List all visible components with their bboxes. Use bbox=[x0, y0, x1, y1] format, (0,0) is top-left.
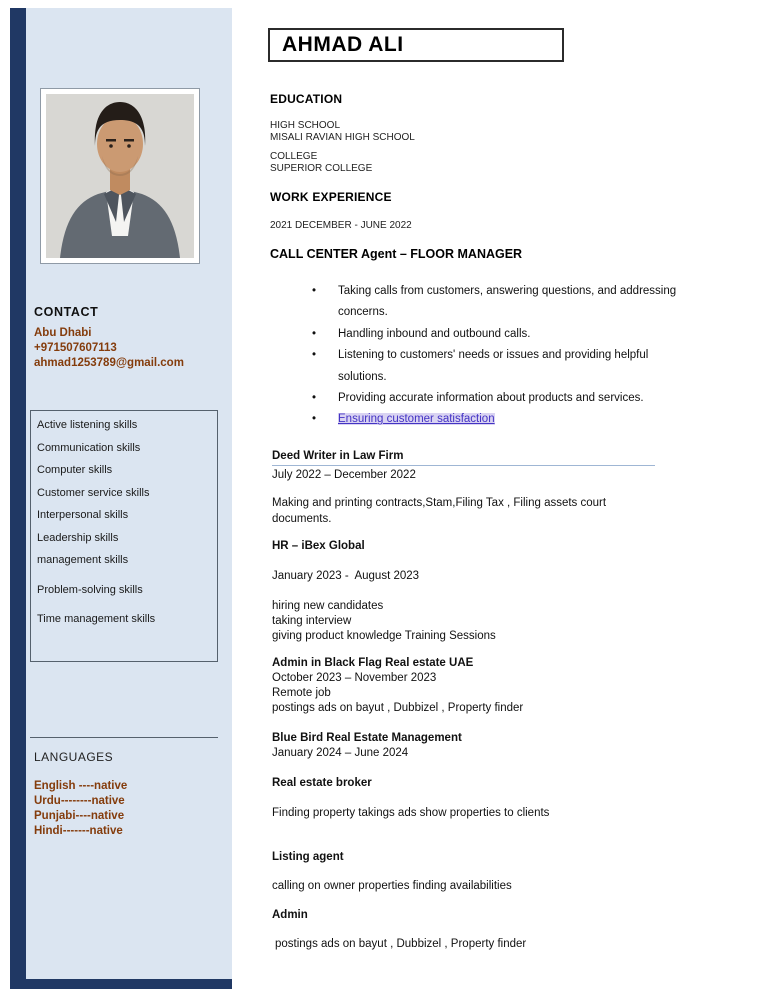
deed-writer-description: Making and printing contracts,Stam,Filing Tax , Filing assets court documents. bbox=[272, 497, 607, 525]
detail-line: hiring new candidates bbox=[272, 600, 384, 612]
detail-line: Remote job bbox=[272, 687, 331, 699]
skill-item: Interpersonal skills bbox=[37, 509, 129, 521]
college-label: COLLEGE bbox=[270, 151, 318, 162]
bullet-item bbox=[312, 281, 690, 324]
name-title-box bbox=[268, 28, 564, 62]
contact-info bbox=[34, 326, 184, 371]
deed-writer-period: July 2022 – December 2022 bbox=[272, 469, 416, 481]
call-center-period: 2021 DECEMBER - JUNE 2022 bbox=[270, 220, 412, 231]
bullet-item bbox=[312, 388, 690, 409]
role-title: Real estate broker bbox=[272, 777, 372, 789]
bullet-icon: • bbox=[312, 327, 317, 340]
role-description: Finding property takings ads show properties to clients bbox=[272, 807, 550, 819]
skill-item: Communication skills bbox=[37, 441, 141, 454]
education-heading: EDUCATION bbox=[270, 92, 343, 106]
hr-ibex-period: January 2023 - August 2023 bbox=[272, 570, 420, 582]
black-flag-title: Admin in Black Flag Real estate UAE bbox=[272, 657, 474, 669]
languages-divider bbox=[30, 737, 218, 738]
role-description: postings ads on bayut , Dubbizel , Property finder bbox=[275, 938, 527, 950]
deed-writer-section bbox=[272, 450, 655, 481]
accent-strip-bottom bbox=[10, 979, 232, 989]
role-title: Listing agent bbox=[272, 851, 344, 863]
blue-bird-section bbox=[272, 731, 462, 761]
hr-ibex-details bbox=[272, 599, 496, 644]
bullet-text: Listening to customers' needs or issues and providing helpful solutions. bbox=[338, 349, 649, 383]
languages-list bbox=[34, 779, 127, 839]
skill-item: Time management skills bbox=[37, 613, 156, 625]
detail-line: postings ads on bayut , Dubbizel , Property finder bbox=[272, 702, 524, 714]
detail-line: giving product knowledge Training Sessions bbox=[272, 630, 496, 642]
hr-ibex-title: HR – iBex Global bbox=[272, 540, 365, 552]
bullet-icon: • bbox=[312, 392, 317, 405]
contact-phone: +971507607113 bbox=[34, 342, 117, 354]
bullet-item bbox=[312, 345, 690, 388]
skill-item: Customer service skills bbox=[37, 486, 150, 499]
role-title: Admin bbox=[272, 909, 308, 921]
skills-box bbox=[30, 410, 218, 662]
black-flag-period: October 2023 – November 2023 bbox=[272, 672, 437, 684]
bullet-text bbox=[338, 409, 683, 430]
language-item: Punjabi----native bbox=[34, 810, 125, 822]
college-name: SUPERIOR COLLEGE bbox=[270, 163, 373, 174]
bullet-text: Providing accurate information about products and services. bbox=[338, 392, 644, 405]
role-description: calling on owner properties finding availabilities bbox=[272, 880, 512, 892]
high-school-label: HIGH SCHOOL bbox=[270, 120, 341, 131]
black-flag-section bbox=[272, 656, 523, 716]
work-experience-heading: WORK EXPERIENCE bbox=[270, 190, 392, 204]
bullet-text: Handling inbound and outbound calls. bbox=[338, 327, 531, 340]
language-item: Urdu--------native bbox=[34, 795, 125, 807]
bullet-text: Taking calls from customers, answering questions, and addressing concerns. bbox=[338, 285, 677, 319]
blue-bird-title: Blue Bird Real Estate Management bbox=[272, 732, 462, 744]
skill-item: Problem-solving skills bbox=[37, 583, 143, 596]
deed-writer-title: Deed Writer in Law Firm bbox=[272, 450, 655, 466]
skill-item: Leadership skills bbox=[37, 531, 119, 544]
bullet-item bbox=[312, 324, 690, 345]
languages-heading: LANGUAGES bbox=[34, 750, 114, 764]
contact-email: ahmad1253789@gmail.com bbox=[34, 357, 184, 369]
blue-bird-period: January 2024 – June 2024 bbox=[272, 747, 409, 759]
customer-satisfaction-link[interactable]: Ensuring customer satisfaction bbox=[338, 413, 495, 426]
bullet-icon: • bbox=[312, 349, 317, 362]
accent-strip-left bbox=[10, 8, 26, 989]
page-title: AHMAD ALI bbox=[282, 33, 404, 56]
bullet-icon: • bbox=[312, 413, 317, 426]
call-center-bullet-list bbox=[312, 281, 690, 431]
call-center-title: CALL CENTER Agent – FLOOR MANAGER bbox=[270, 247, 523, 261]
skill-item: Computer skills bbox=[37, 464, 113, 476]
detail-line: taking interview bbox=[272, 615, 352, 627]
contact-city: Abu Dhabi bbox=[34, 327, 92, 339]
high-school-name: MISALI RAVIAN HIGH SCHOOL bbox=[270, 132, 415, 143]
contact-heading: CONTACT bbox=[34, 305, 99, 319]
bullet-item bbox=[312, 409, 690, 430]
skill-item: Active listening skills bbox=[37, 419, 138, 431]
bullet-icon: • bbox=[312, 285, 317, 297]
skill-item: management skills bbox=[37, 554, 129, 566]
portrait-illustration bbox=[46, 94, 194, 258]
language-item: Hindi-------native bbox=[34, 825, 123, 837]
language-item: English ----native bbox=[34, 780, 128, 792]
sidebar bbox=[10, 8, 232, 989]
profile-photo bbox=[40, 88, 200, 264]
